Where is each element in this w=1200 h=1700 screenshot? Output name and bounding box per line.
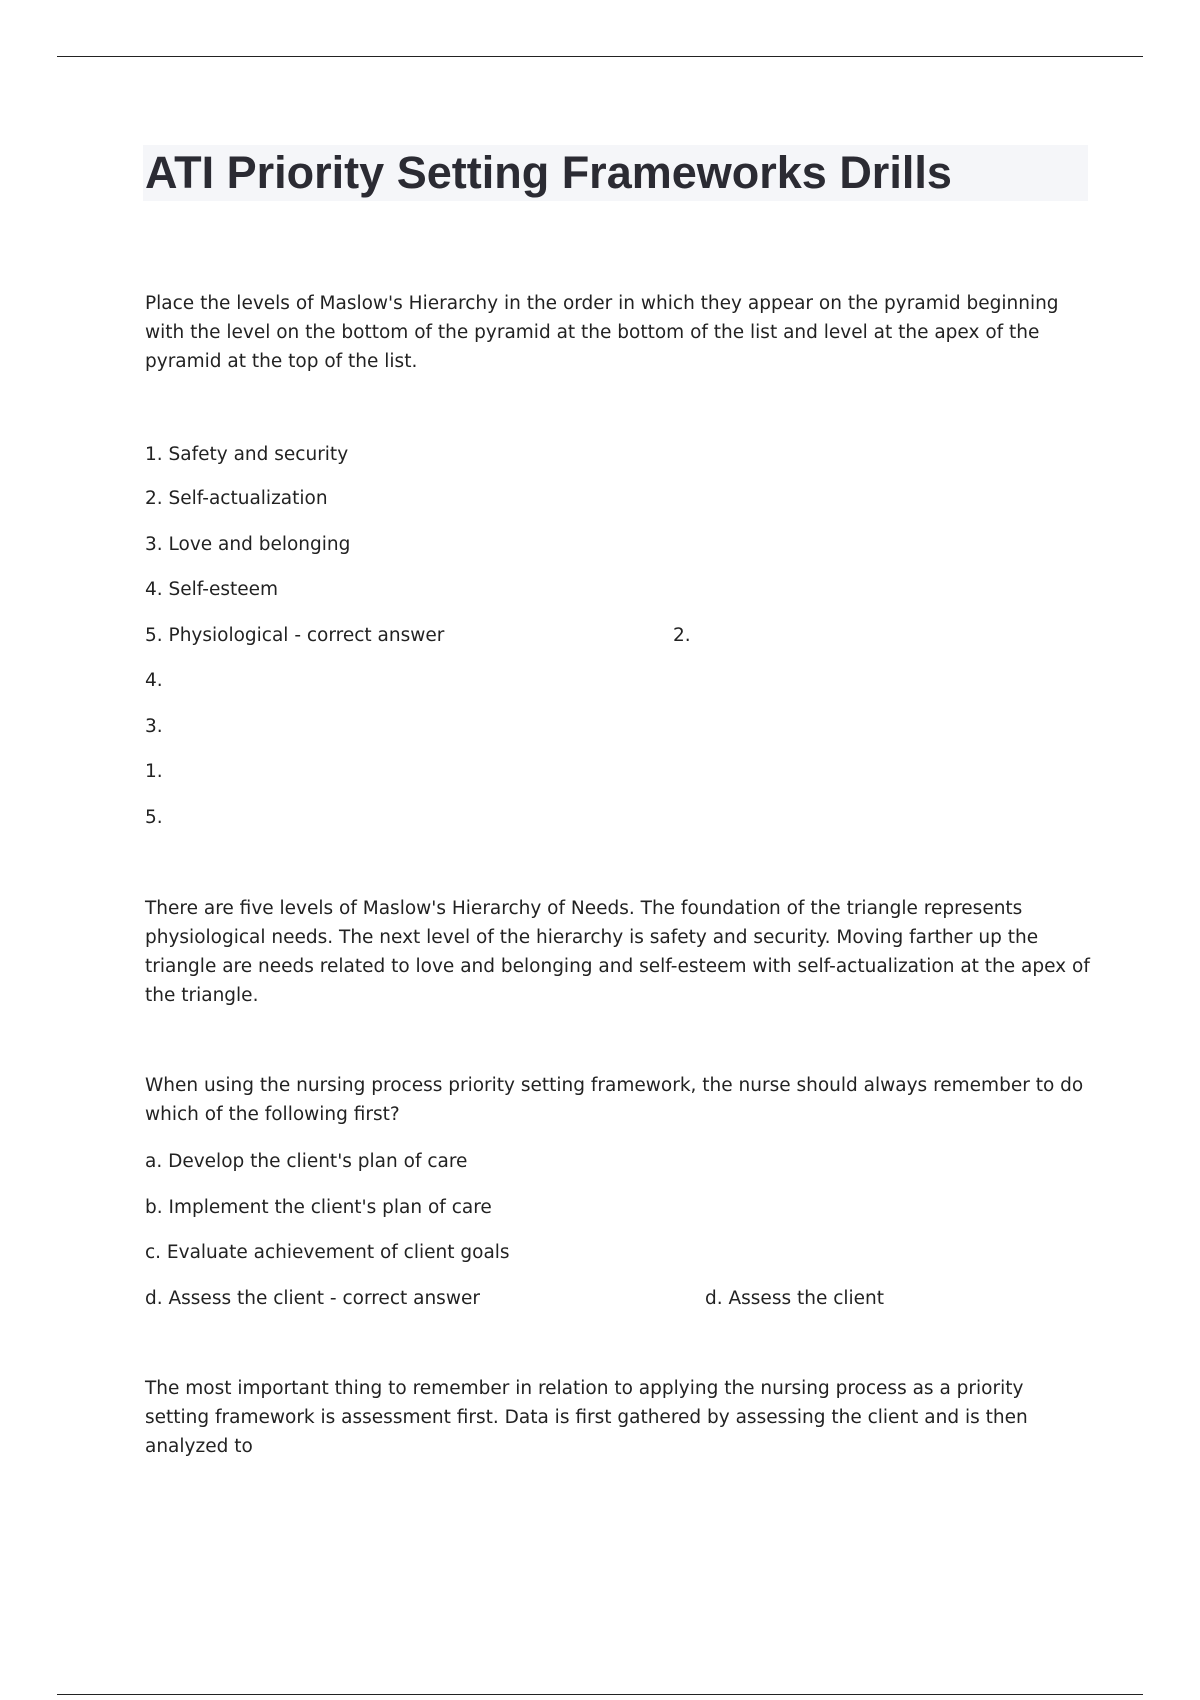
q1-answer-item: 1.: [145, 761, 163, 782]
q1-rationale: There are five levels of Maslow's Hierarchy of Needs. The foundation of the triangle represents physiological needs. The next level of the hierarchy is safety and security. Moving farther up the triangle are needs related to love and belonging and self-esteem with self-actualization at the apex of the triangle.: [145, 898, 1090, 1006]
q2-prompt: When using the nursing process priority setting framework, the nurse should always remember to do which of the following first?: [145, 1075, 1084, 1125]
q1-option-2: 2. Self-actualization: [145, 488, 328, 509]
bottom-rule: [57, 1694, 1143, 1695]
q1-option-1: 1. Safety and security: [145, 444, 349, 465]
q1-answer-item: 5.: [145, 807, 163, 828]
q2-option-d: d. Assess the client - correct answer: [145, 1288, 480, 1309]
document-title: ATI Priority Setting Frameworks Drills: [145, 147, 952, 198]
q1-prompt: Place the levels of Maslow's Hierarchy in the order in which they appear on the pyramid beginning with the level on the bottom of the pyramid at the bottom of the list and level at the apex of the pyramid at the top of the list.: [145, 293, 1059, 372]
q2-answer: d. Assess the client: [705, 1288, 885, 1309]
q2-option-b: b. Implement the client's plan of care: [145, 1197, 492, 1218]
q1-option-5: 5. Physiological - correct answer: [145, 625, 445, 646]
q2-rationale: The most important thing to remember in relation to applying the nursing process as a priority setting framework is assessment first. Data is first gathered by assessing the client and is then analyzed to: [145, 1378, 1028, 1457]
q2-option-a: a. Develop the client's plan of care: [145, 1151, 468, 1172]
q1-answer-first: 2.: [673, 625, 691, 646]
q1-answer-item: 3.: [145, 716, 163, 737]
q1-option-3: 3. Love and belonging: [145, 534, 351, 555]
q1-answer-item: 4.: [145, 670, 163, 691]
q2-option-c: c. Evaluate achievement of client goals: [145, 1242, 510, 1263]
top-rule: [57, 56, 1143, 57]
q1-option-4: 4. Self-esteem: [145, 579, 279, 600]
